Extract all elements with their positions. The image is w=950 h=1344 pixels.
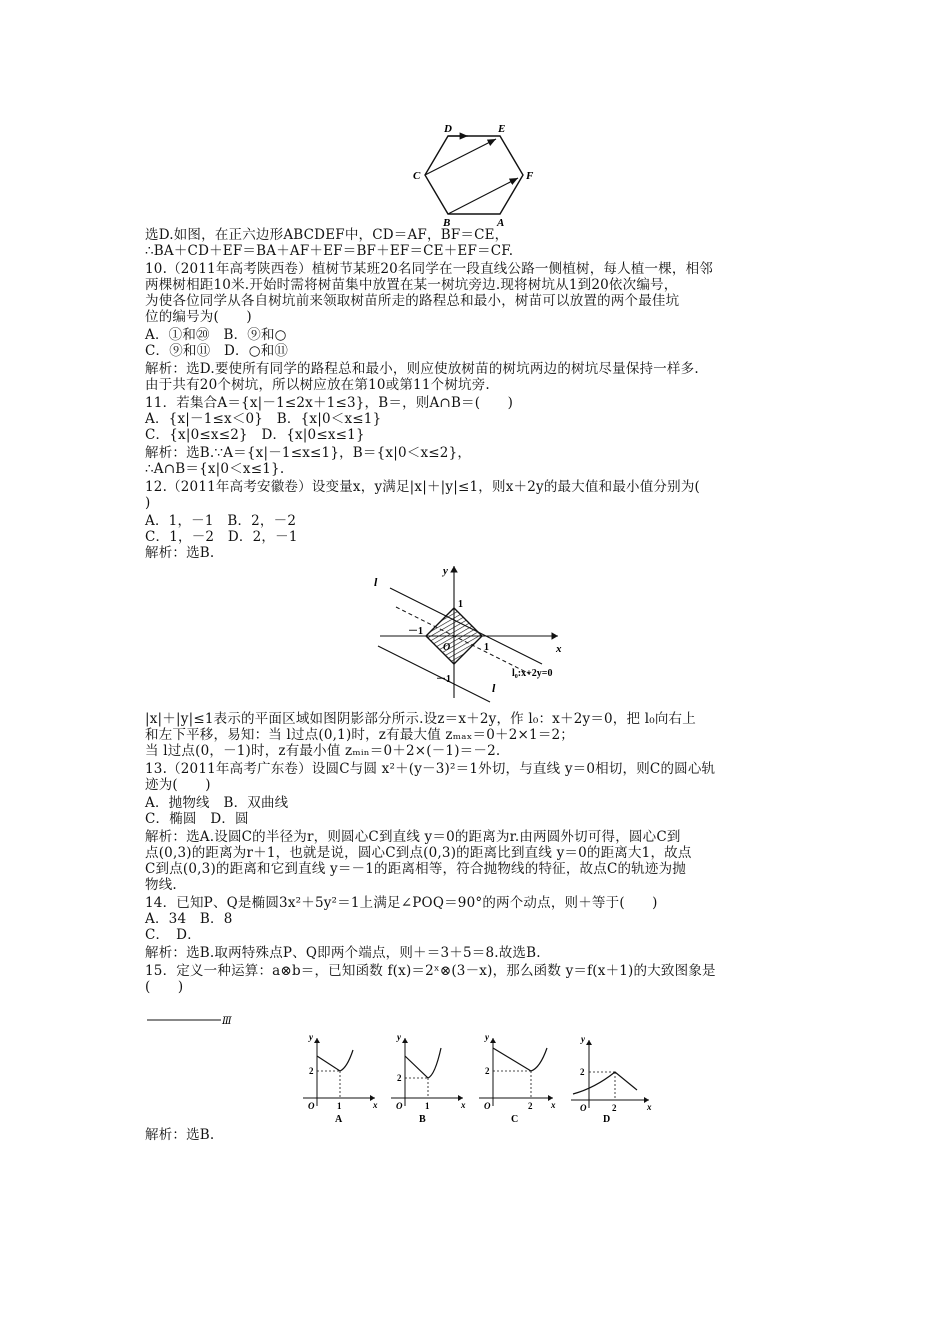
text-line: 位的编号为( ) xyxy=(145,309,252,325)
x-axis-label: x xyxy=(556,643,562,655)
l0-equation-label: l₀:x+2y=0 xyxy=(512,668,553,679)
answer-line: 解析：选B.取两特殊点P、Q即两个端点，则＋＝3＋5＝8.故选B. xyxy=(145,945,541,961)
answer-line: 解析：选A.设圆C的半径为r，则圆心C到直线 y＝0的距离为r.由两圆外切可得，圆心C到 xyxy=(145,829,681,845)
option-line: C． D． xyxy=(145,927,201,943)
graph-b-xtick: 1 xyxy=(425,1101,430,1111)
graph-d-ytick: 2 xyxy=(580,1067,585,1077)
graph-b-origin: O xyxy=(396,1101,403,1111)
graph-a xyxy=(303,1032,378,1123)
graph-c xyxy=(479,1032,556,1123)
graph-b-y: y xyxy=(397,1032,401,1042)
tick-neg-one-bottom: －1 xyxy=(436,674,451,685)
hex-label-b: B xyxy=(443,217,451,229)
question-10: 10.（2011年高考陕西卷）植树节某班20名同学在一段直线公路一侧植树，每人植一棵，相邻 xyxy=(145,261,714,277)
graph-a-label: A xyxy=(335,1114,343,1123)
line-l-label-top: l xyxy=(374,575,378,589)
question-14: 14．已知P、Q是椭圆3x²＋5y²＝1上满足∠POQ＝90°的两个动点，则＋等于( ) xyxy=(145,895,658,911)
graph-a-y: y xyxy=(309,1032,313,1042)
answer-line: 解析：选B.∵A＝{x|－1≤x≤1}，B＝{x|0＜x≤2}， xyxy=(145,445,472,461)
text-line: 和左下平移，易知：当 l过点(0,1)时，z有最大值 zₘₐₓ＝0＋2×1＝2； xyxy=(145,727,575,743)
text-line: C到点(0,3)的距离和它到直线 y＝－1的距离相等，符合抛物线的特征，故点C的轨迹为抛 xyxy=(145,861,686,877)
graph-b xyxy=(391,1032,466,1123)
text-line: 迹为( ) xyxy=(145,777,211,793)
graph-b-ytick: 2 xyxy=(397,1073,402,1083)
line-l-label-bottom: l xyxy=(492,681,496,695)
graph-c-x: x xyxy=(551,1100,556,1110)
graph-c-origin: O xyxy=(484,1101,491,1111)
hex-label-c: C xyxy=(413,170,421,182)
graph-a-xtick: 1 xyxy=(337,1101,342,1111)
option-line: A．抛物线 B．双曲线 xyxy=(145,795,289,811)
text-line: ( ) xyxy=(145,979,184,995)
text-line: ∴BA＋CD＋EF＝BA＋AF＋EF＝BF＋EF＝CE＋EF＝CF. xyxy=(145,243,514,259)
graph-c-label: C xyxy=(511,1114,519,1123)
hexagon-figure xyxy=(410,122,540,230)
graph-a-x: x xyxy=(373,1100,378,1110)
graph-d-origin: O xyxy=(580,1103,587,1113)
question-12: 12.（2011年高考安徽卷）设变量x，y满足|x|＋|y|≤1，则x＋2y的最大值和最小值分别为( xyxy=(145,479,700,495)
region-figure xyxy=(370,560,570,705)
tick-one-top: 1 xyxy=(458,599,463,610)
graph-b-x: x xyxy=(461,1100,466,1110)
option-line: C．⑨和⑪ D．○和⑪ xyxy=(145,343,289,359)
question-13: 13.（2011年高考广东卷）设圆C与圆 x²＋(y－3)²＝1外切，与直线 y＝0相切，则C的圆心轨 xyxy=(145,761,716,777)
text-line: 两棵树相距10米.开始时需将树苗集中放置在某一树坑旁边.现将树坑从1到20依次编号， xyxy=(145,277,678,293)
text-line: 为使各位同学从各自树坑前来领取树苗所走的路程总和最小，树苗可以放置的两个最佳坑 xyxy=(145,293,680,309)
option-line: A．{x|－1≤x＜0} B．{x|0＜x≤1} xyxy=(145,411,382,427)
graph-d-label: D xyxy=(603,1114,611,1123)
option-line: C．椭圆 D．圆 xyxy=(145,811,249,827)
graph-c-ytick: 2 xyxy=(485,1066,490,1076)
text-line: 点(0,3)的距离为r＋1，也就是说，圆心C到点(0,3)的距离比到直线 y＝0的距离大1，故点 xyxy=(145,845,692,861)
tick-one-right: 1 xyxy=(484,642,489,653)
text-line: |x|＋|y|≤1表示的平面区域如图阴影部分所示.设z＝x＋2y，作 l₀：x＋2y＝0，把 l₀向右上 xyxy=(145,711,696,727)
hex-label-a: A xyxy=(497,217,505,229)
graph-d-y: y xyxy=(581,1034,585,1044)
graph-b-label: B xyxy=(419,1114,426,1123)
question-11: 11．若集合A＝{x|－1≤2x＋1≤3}，B＝，则A∩B＝( ) xyxy=(145,395,514,411)
text-line: 当 l过点(0，－1)时，z有最小值 zₘᵢₙ＝0＋2×(－1)＝－2. xyxy=(145,743,501,759)
text-line: 选D.如图，在正六边形ABCDEF中，CD＝AF，BF＝CE， xyxy=(145,227,509,243)
graph-a-origin: O xyxy=(308,1101,315,1111)
answer-line: 解析：选B. xyxy=(145,545,215,561)
text-line: 物线. xyxy=(145,877,177,893)
answer-line: 解析：选B. xyxy=(145,1127,215,1143)
option-line: A．①和⑳ B．⑨和○ xyxy=(145,327,287,343)
question-15: 15．定义一种运算：a⊗b＝，已知函数 f(x)＝2ˣ⊗(3－x)，那么函数 y＝f(x＋1)的大致图象是 xyxy=(145,963,716,979)
graph-c-y: y xyxy=(485,1032,489,1042)
text-line: 由于共有20个树坑，所以树应放在第10或第11个树坑旁. xyxy=(145,377,490,393)
text-line: ∴A∩B＝{x|0＜x≤1}. xyxy=(145,461,285,477)
graph-c-xtick: 2 xyxy=(528,1101,533,1111)
graph-a-ytick: 2 xyxy=(309,1066,314,1076)
hex-label-d: D xyxy=(444,123,452,135)
mark-label: Ⅲ xyxy=(222,1016,232,1027)
graph-d-xtick: 2 xyxy=(612,1103,617,1113)
section-mark xyxy=(145,1012,235,1028)
option-line: A．34 B．8 xyxy=(145,911,233,927)
option-line: C．{x|0≤x≤2} D．{x|0≤x≤1} xyxy=(145,427,365,443)
option-line: A．1，－1 B．2，－2 xyxy=(145,513,297,529)
hex-label-f: F xyxy=(526,170,534,182)
graph-d xyxy=(571,1034,652,1123)
answer-line: 解析：选D.要使所有同学的路程总和最小，则应使放树苗的树坑两边的树坑尽量保持一样多. xyxy=(145,361,699,377)
hex-label-e: E xyxy=(498,123,506,135)
text-line: ) xyxy=(145,495,151,511)
tick-neg-one-left: －1 xyxy=(408,626,423,637)
graph-d-x: x xyxy=(647,1102,652,1112)
option-line: C．1，－2 D．2，－1 xyxy=(145,529,298,545)
origin-label: O xyxy=(443,642,451,653)
graph-options xyxy=(295,1028,665,1123)
y-axis-label: y xyxy=(443,565,448,577)
